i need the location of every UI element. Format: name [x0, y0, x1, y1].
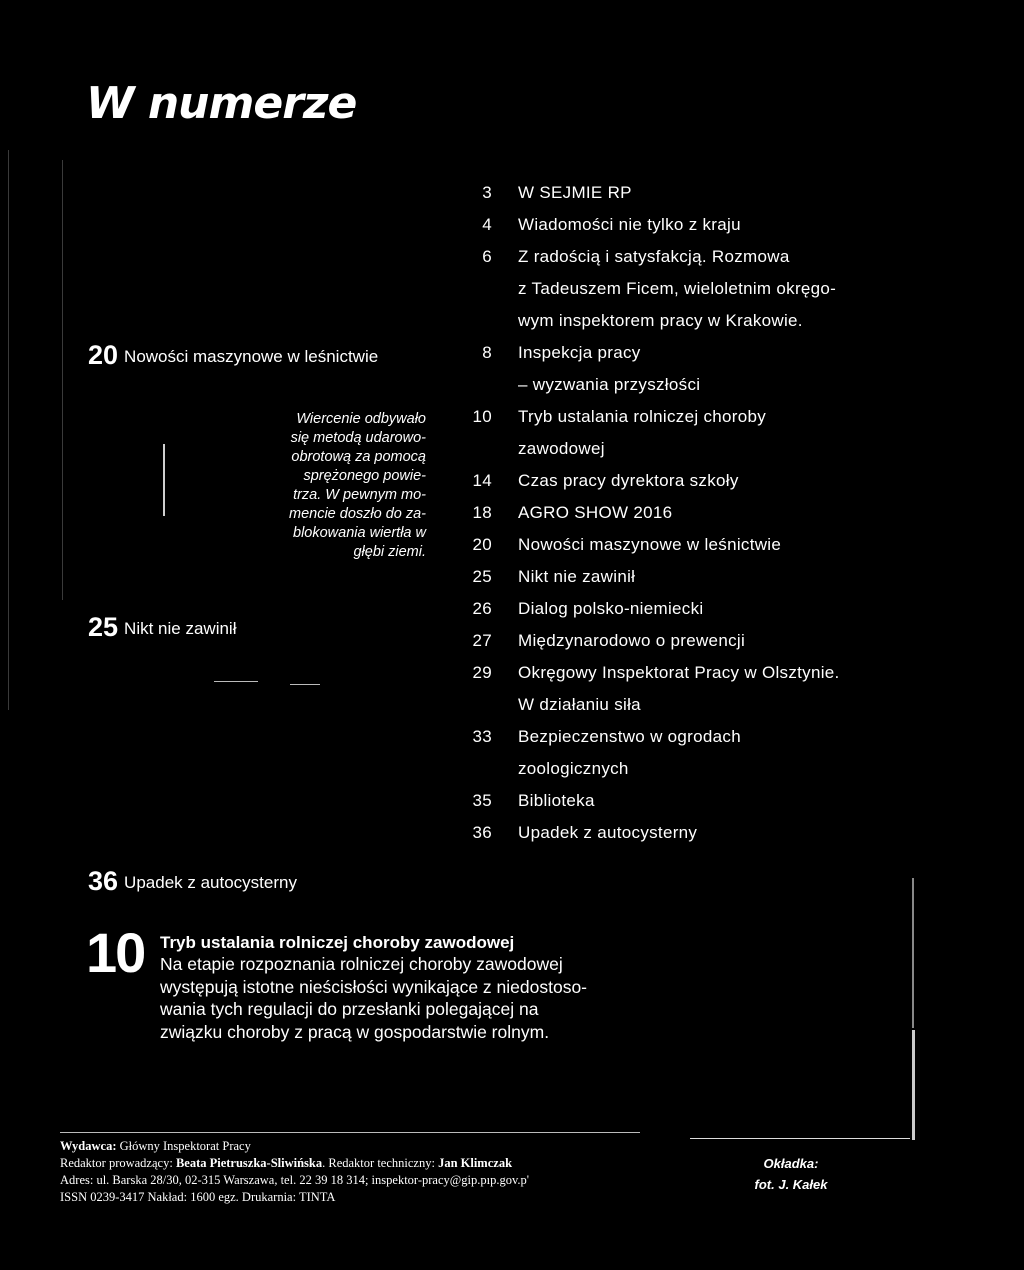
imprint-rule — [690, 1138, 910, 1139]
toc-page-number: 25 — [472, 567, 492, 586]
toc-page-number: 18 — [472, 503, 492, 522]
feature-page-number: 36 — [88, 866, 119, 896]
toc-title: Wiadomości nie tylko z kraju — [518, 215, 741, 234]
photo-caption: Wiercenie odbywało się metodą udarowo- obrotową za pomocą sprężonego powie- trza. W pewnym mo- mencie doszło do za- blokowania wiertła w głębi ziemi. — [288, 411, 426, 560]
toc-title: W działaniu siła — [518, 695, 641, 714]
imprint-publisher: Wydawca: Główny Inspektorat Pracy — [60, 1139, 251, 1153]
toc-title: Czas pracy dyrektora szkoły — [518, 471, 739, 490]
highlight-article — [160, 933, 680, 1043]
table-of-contents — [456, 177, 926, 849]
toc-entry[interactable] — [456, 817, 926, 849]
toc-title: Nowości maszynowe w leśnictwie — [518, 535, 782, 554]
toc-page-number: 27 — [472, 631, 492, 650]
imprint-issn: ISSN 0239-3417 Nakład: 1600 egz. Drukarnia: TINTA — [60, 1190, 336, 1204]
toc-title: z Tadeuszem Ficem, wieloletnim okręgo- — [518, 279, 837, 298]
toc-entry[interactable] — [456, 209, 926, 241]
divider — [214, 681, 258, 682]
toc-page-number: 3 — [482, 183, 492, 202]
toc-entry[interactable] — [456, 465, 926, 497]
feature-label: Upadek z autocysterny — [124, 873, 297, 892]
highlight-title: Tryb ustalania rolniczej choroby zawodowej — [160, 933, 515, 952]
toc-title: Tryb ustalania rolniczej choroby — [518, 407, 767, 426]
scan-line — [8, 150, 9, 710]
toc-page-number: 4 — [482, 215, 492, 234]
toc-title: Z radością i satysfakcją. Rozmowa — [518, 247, 790, 266]
toc-page-number: 36 — [472, 823, 492, 842]
toc-entry[interactable] — [456, 497, 926, 529]
caption-rule — [163, 444, 165, 516]
cover-label: Okładka: — [763, 1156, 819, 1171]
toc-title: Międzynarodowo o prewencji — [518, 631, 746, 650]
toc-page-number: 14 — [472, 471, 492, 490]
cover-photographer: fot. J. Kałek — [754, 1177, 828, 1192]
toc-entry[interactable] — [456, 561, 926, 593]
toc-title: Nikt nie zawinił — [518, 567, 636, 586]
feature-nowosci — [88, 340, 378, 371]
toc-title: Okręgowy Inspektorat Pracy w Olsztynie. — [518, 663, 840, 682]
toc-entry[interactable] — [456, 177, 926, 209]
toc-page-number: 8 — [482, 343, 492, 362]
feature-label: Nikt nie zawinił — [124, 619, 237, 638]
scan-line — [912, 1030, 915, 1140]
toc-entry[interactable] — [456, 337, 926, 401]
toc-title: Biblioteka — [518, 791, 595, 810]
toc-entry[interactable] — [456, 529, 926, 561]
toc-page-number: 20 — [472, 535, 492, 554]
toc-entry[interactable] — [456, 401, 926, 465]
toc-title: Upadek z autocysterny — [518, 823, 698, 842]
scan-line — [912, 878, 914, 1028]
toc-page-number: 10 — [472, 407, 492, 426]
toc-entry[interactable] — [456, 721, 926, 785]
toc-entry[interactable] — [456, 625, 926, 657]
toc-entry[interactable] — [456, 593, 926, 625]
toc-title: Dialog polsko-niemiecki — [518, 599, 704, 618]
cover-credit — [716, 1153, 866, 1195]
imprint-rule — [60, 1132, 640, 1133]
toc-title: wym inspektorem pracy w Krakowie. — [518, 311, 803, 330]
feature-upadek — [88, 866, 297, 897]
toc-title: Bezpieczenstwo w ogrodach — [518, 727, 741, 746]
scan-line — [62, 160, 63, 600]
toc-title: AGRO SHOW 2016 — [518, 503, 673, 522]
toc-page-number: 26 — [472, 599, 492, 618]
toc-entry[interactable] — [456, 657, 926, 721]
highlight-page-number: 10 — [86, 921, 145, 984]
toc-title: – wyzwania przyszłości — [518, 375, 701, 394]
imprint-editors: Redaktor prowadzący: Beata Pietruszka-Sliwińska. Redaktor techniczny: Jan Klimczak — [60, 1156, 513, 1170]
divider — [290, 684, 320, 685]
toc-page-number: 35 — [472, 791, 492, 810]
feature-page-number: 20 — [88, 340, 119, 370]
imprint-address: Adres: ul. Barska 28/30, 02-315 Warszawa, tel. 22 39 18 314; inspektor-pracy@gip.pıp.gov.p' — [60, 1173, 530, 1187]
toc-page-number: 6 — [482, 247, 492, 266]
imprint — [60, 1138, 529, 1206]
page-title: W numerze — [86, 78, 357, 129]
feature-page-number: 25 — [88, 612, 119, 642]
toc-title: zawodowej — [518, 439, 605, 458]
toc-title: zoologicznych — [518, 759, 629, 778]
toc-entry[interactable] — [456, 785, 926, 817]
toc-title: W SEJMIE RP — [518, 183, 632, 202]
feature-nikt — [88, 612, 236, 643]
toc-page-number: 33 — [472, 727, 492, 746]
toc-entry[interactable] — [456, 241, 926, 337]
highlight-description: Na etapie rozpoznania rolniczej choroby zawodowej występują istotne nieścisłości wynikające z niedostoso- wania tych regulacji do przesłanki polegającej na związku choroby z pracą w gospodarstwie rolnym. — [160, 954, 588, 1042]
toc-title: Inspekcja pracy — [518, 343, 641, 362]
toc-page-number: 29 — [472, 663, 492, 682]
feature-label: Nowości maszynowe w leśnictwie — [124, 347, 379, 366]
